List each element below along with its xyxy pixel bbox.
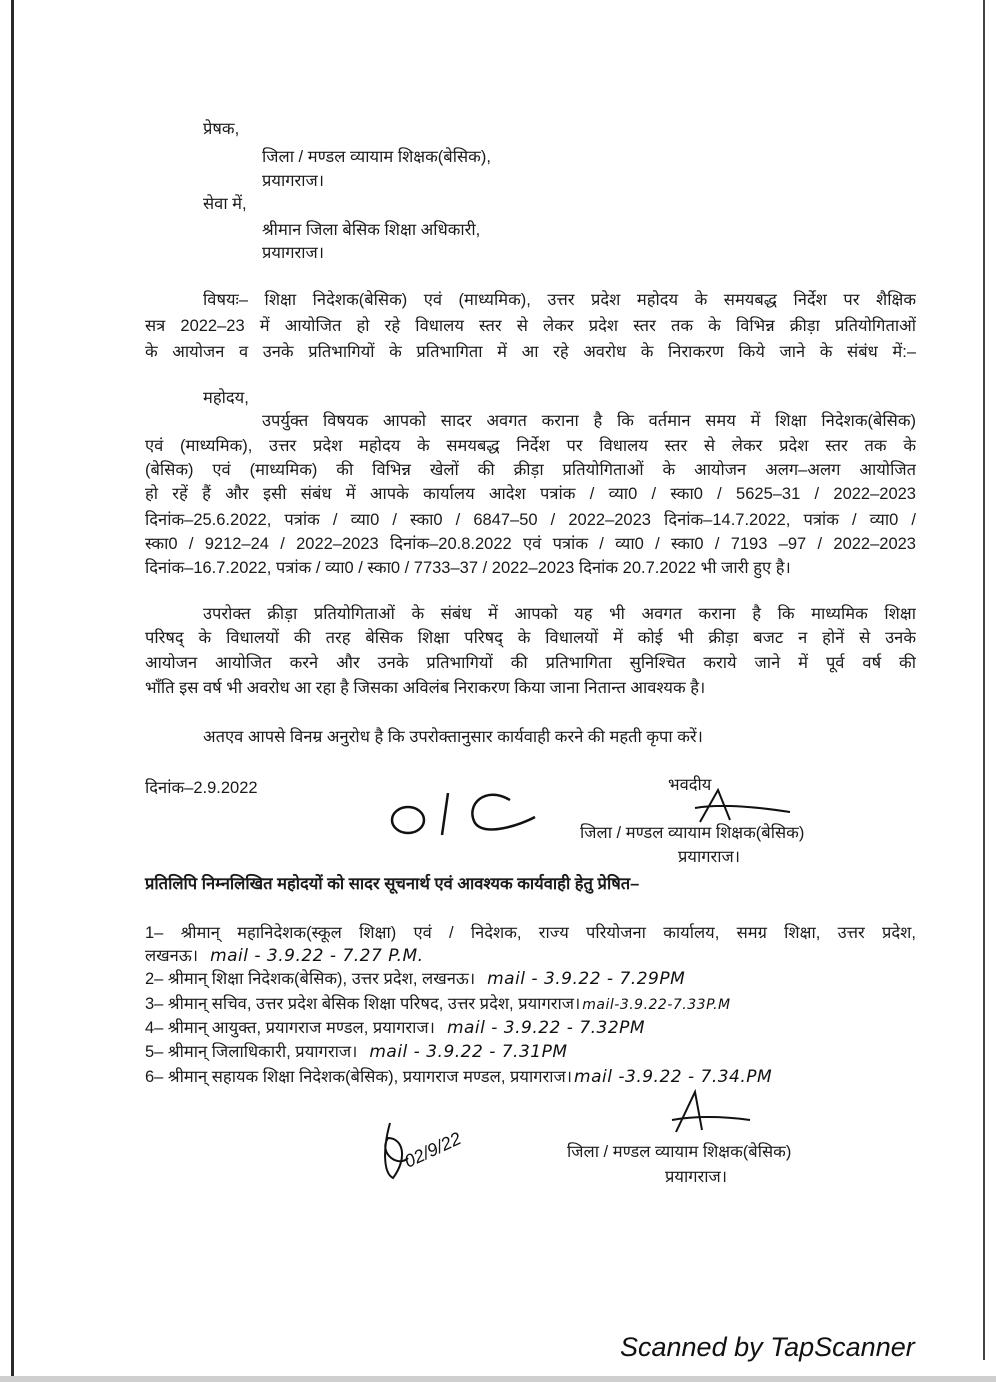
recipient-label: सेवा में, — [203, 195, 247, 213]
paragraph-line: भाँति इस वर्ष भी अवरोध आ रहा है जिसका अविलंब निराकरण किया जाना नितान्त आवश्यक है। — [145, 679, 706, 697]
sender-line: प्रयागराज। — [262, 172, 325, 190]
paragraph-line: उपरोक्त क्रीड़ा प्रतियोगिताओं के संबंध में आपको यह भी अवगत कराना है कि माध्यमिक शिक्षा — [203, 605, 916, 623]
handwritten-initials-date — [378, 1118, 498, 1188]
copy-list-item: 1– श्रीमान् महानिदेशक(स्कूल शिक्षा) एवं / निदेशक, राज्य परियोजना कार्यालय, समग्र शिक्षा, उत्तर प्रदेश, — [145, 924, 916, 942]
sender-line: जिला / मण्डल व्यायाम शिक्षक(बेसिक), — [262, 148, 491, 166]
copy-list-item-text: 4– श्रीमान् आयुक्त, प्रयागराज मण्डल, प्रयागराज। — [145, 1019, 435, 1037]
closing: भवदीय — [668, 776, 712, 794]
scan-edge-left — [11, 0, 14, 1382]
signature — [670, 1090, 760, 1140]
handwritten-oc-mark — [390, 785, 540, 840]
copy-heading: प्रतिलिपि निम्नलिखित महोदयों को सादर सूचनार्थ एवं आवश्यक कार्यवाही हेतु प्रेषित– — [145, 875, 640, 893]
handwritten-mail-note: mail - 3.9.22 - 7.31PM — [369, 1042, 568, 1062]
copy-list-item — [145, 993, 731, 1016]
recipient-line: श्रीमान जिला बेसिक शिक्षा अधिकारी, — [262, 221, 481, 239]
copy-list-item — [145, 1017, 645, 1039]
handwritten-mail-note: mail - 3.9.22 - 7.29PM — [487, 969, 686, 989]
subject-line: सत्र 2022–23 में आयोजित हो रहे विधालय स्तर से लेकर प्रदेश स्तर तक के विभिन्न क्रीड़ा प्रतियोगिताओं — [145, 317, 916, 335]
copy-list-item-text: 5– श्रीमान् जिलाधिकारी, प्रयागराज। — [145, 1043, 358, 1061]
request-line: अतएव आपसे विनम्र अनुरोध है कि उपरोक्तानुसार कार्यवाही करने की महती कृपा करें। — [203, 728, 703, 746]
subject-line: के आयोजन व उनके प्रतिभागियों के प्रतिभागिता में आ रहे अवरोध के निराकरण किये जाने के संबंध में:– — [145, 343, 916, 361]
copy-list-item-cont — [145, 945, 424, 967]
paragraph-line: आयोजन आयोजित करने और उनके प्रतिभागियों की प्रतिभागिता सुनिश्चित कराये जाने में पूर्व वर्ष की — [145, 654, 916, 672]
signatory2-line: जिला / मण्डल व्यायाम शिक्षक(बेसिक) — [567, 1143, 792, 1161]
paragraph-line: स्का0 / 9212–24 / 2022–2023 दिनांक–20.8.2022 एवं पत्रांक / व्या0 / स्का0 / 7193 –97 / 2022–2023 — [145, 535, 916, 553]
handwritten-date: 02/9/22 — [401, 1128, 465, 1172]
copy-list-item-text: 6– श्रीमान् सहायक शिक्षा निदेशक(बेसिक), प्रयागराज मण्डल, प्रयागराज। — [145, 1068, 573, 1086]
paragraph-line: दिनांक–16.7.2022, पत्रांक / व्या0 / स्का0 / 7733–37 / 2022–2023 दिनांक 20.7.2022 भी जारी हुए है। — [145, 559, 791, 577]
scan-edge-bottom — [0, 1376, 996, 1382]
copy-list-item — [145, 1041, 568, 1063]
salutation: महोदय, — [203, 389, 249, 407]
subject-line: विषयः– शिक्षा निदेशक(बेसिक) एवं (माध्यमिक), उत्तर प्रदेश महोदय के समयबद्ध निर्देश पर शैक्षिक — [203, 291, 916, 309]
copy-list-item — [145, 968, 685, 990]
signatory-line: जिला / मण्डल व्यायाम शिक्षक(बेसिक) — [580, 824, 805, 842]
letter-date: दिनांक–2.9.2022 — [145, 779, 258, 797]
copy-list-item-text: लखनऊ। — [145, 947, 199, 965]
sender-label: प्रेषक, — [203, 120, 240, 138]
paragraph-line: (बेसिक) एवं (माध्यमिक) की विभिन्न खेलों की क्रीड़ा प्रतियोगिताओं के आयोजन अलग–अलग आयोजित — [145, 461, 916, 479]
handwritten-mail-note: mail -3.9.22 - 7.34.PM — [574, 1067, 773, 1087]
scan-edge-right — [983, 0, 985, 1360]
paragraph-line: उपर्युक्त विषयक आपको सादर अवगत कराना है कि वर्तमान समय में शिक्षा निदेशक(बेसिक) — [262, 412, 916, 430]
recipient-line: प्रयागराज। — [262, 244, 325, 262]
copy-list-item — [145, 1066, 772, 1088]
handwritten-mail-note: mail-3.9.22-7.33P.M — [582, 997, 731, 1013]
scanner-watermark: Scanned by TapScanner — [620, 1332, 915, 1362]
copy-list-item-text: 2– श्रीमान् शिक्षा निदेशक(बेसिक), उत्तर प्रदेश, लखनऊ। — [145, 970, 476, 988]
copy-list-item-text: 3– श्रीमान् सचिव, उत्तर प्रदेश बेसिक शिक्षा परिषद, उत्तर प्रदेश, प्रयागराज। — [145, 995, 581, 1013]
paragraph-line: परिषद् के विधालयों की तरह बेसिक शिक्षा परिषद् के विधालयों में कोई भी क्रीड़ा बजट न होनें से उनके — [145, 629, 916, 647]
signatory-line: प्रयागराज। — [678, 848, 741, 866]
signatory2-line: प्रयागराज। — [665, 1168, 728, 1186]
paragraph-line: एवं (माध्यमिक), उत्तर प्रदेश महोदय के समयबद्ध निर्देश पर विधालय स्तर से लेकर प्रदेश स्तर तक के — [145, 437, 916, 455]
handwritten-mail-note: mail - 3.9.22 - 7.27 P.M. — [210, 946, 424, 966]
paragraph-line: हो रहें हैं और इसी संबंध में आपके कार्यालय आदेश पत्रांक / व्या0 / स्का0 / 5625–31 / 2022–2023 — [145, 485, 916, 503]
paragraph-line: दिनांक–25.6.2022, पत्रांक / व्या0 / स्का0 / 6847–50 / 2022–2023 दिनांक–14.7.2022, पत्रांक / व्या0 / — [145, 511, 916, 529]
handwritten-mail-note: mail - 3.9.22 - 7.32PM — [446, 1018, 646, 1038]
